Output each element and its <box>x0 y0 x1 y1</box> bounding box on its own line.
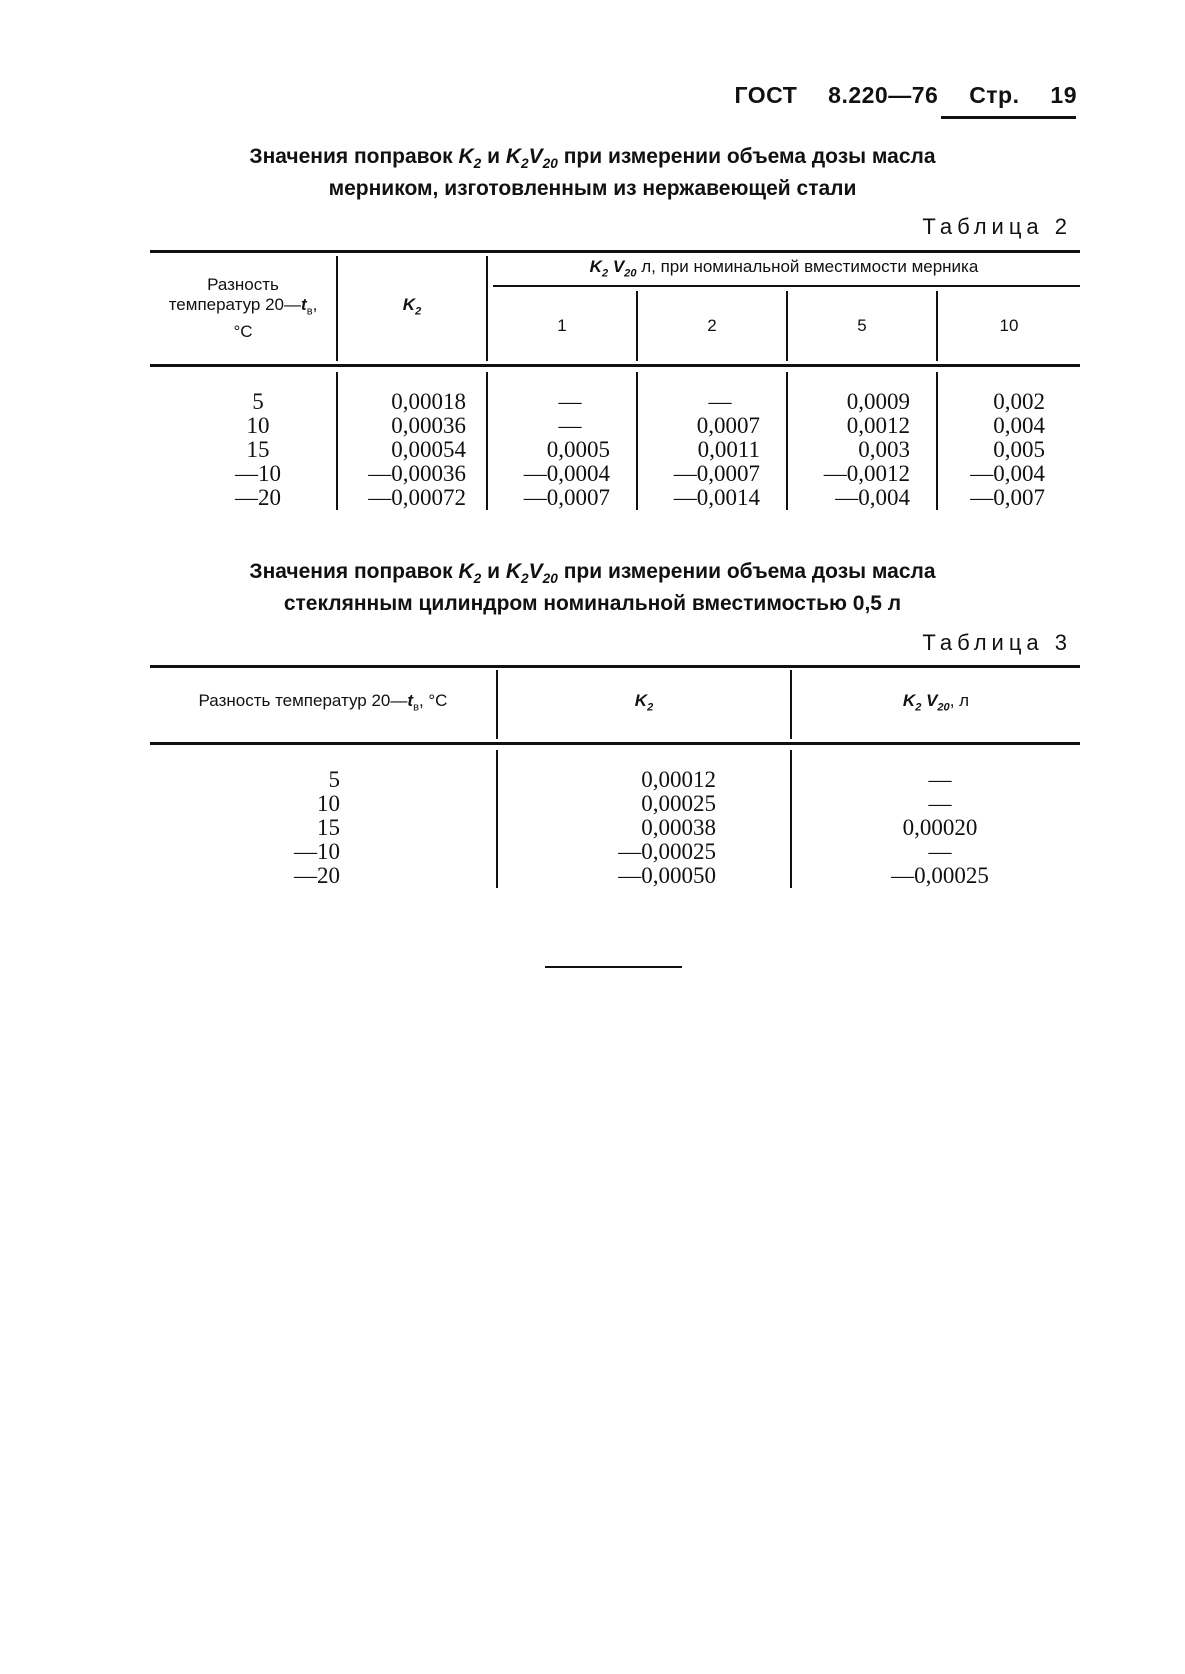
table3-label: Таблица 3 <box>922 630 1072 655</box>
table2-k2-column: 0,00018 0,00036 0,00054 —0,00036 —0,00072 <box>368 389 466 510</box>
standard-number: 8.220—76 <box>828 82 939 108</box>
table2-diff-column: 5 10 15 —10 —20 <box>235 389 281 510</box>
table3-diff-column: 5 10 15 —10 —20 <box>294 767 340 888</box>
page-header <box>735 82 1077 109</box>
table2-title <box>120 144 1065 201</box>
table3-k2-column: 0,00012 0,00025 0,00038 —0,00025 —0,00050 <box>618 767 716 888</box>
table2-title-line2: мерником, изготовленным из нержавеющей стали <box>328 177 857 201</box>
table2-v2-column: — 0,0007 0,0011 —0,0007 —0,0014 <box>673 389 760 510</box>
table2-capacity-1: 1 <box>557 316 567 335</box>
table2-capacity-5: 5 <box>857 316 867 335</box>
table2-v1-column: — — 0,0005 —0,0004 —0,0007 <box>523 389 610 510</box>
table2-title-line1: Значения поправок $K_2$ и $K_2V_{20}$ при измерении объема дозы масла <box>249 145 936 172</box>
table3-title-line2: стеклянным цилиндром номинальной вместимостью 0,5 л <box>283 592 902 616</box>
table2-col-diff-header: Разность температур $20—t_в$, °C <box>168 275 318 341</box>
table3-col-diff-header: Разность температур $20—t_в$, °C <box>198 691 448 714</box>
page-number: 19 <box>1050 82 1077 108</box>
table2-group-rule <box>493 285 1080 287</box>
table2-col-k-header: $K_2$ <box>402 295 422 318</box>
page-label: Стр. <box>969 82 1020 108</box>
table3-header-rule <box>150 742 1080 745</box>
table2-v5-column: 0,0009 0,0012 0,003 —0,0012 —0,004 <box>823 389 910 510</box>
standard-label: ГОСТ <box>734 82 798 108</box>
table2-header-rule <box>150 364 1080 367</box>
table2-v10-column: 0,002 0,004 0,005 —0,004 —0,007 <box>970 389 1045 510</box>
table3-col-kv-header: $K_2$ $V_{20}$, л <box>902 691 970 714</box>
table3-top-rule <box>150 665 1080 668</box>
table2-capacity-10: 10 <box>999 316 1019 335</box>
header-rule <box>941 116 1076 119</box>
table3-title <box>120 559 1065 616</box>
table2-group-header: $K_2$ $V_{20}$ л, при номинальной вместимости мерника <box>589 257 979 280</box>
table2-label: Таблица 2 <box>922 214 1072 239</box>
end-rule <box>545 966 682 968</box>
table3-title-line1: Значения поправок $K_2$ и $K_2V_{20}$ при измерении объема дозы масла <box>249 560 936 587</box>
table3-kv-column: — — 0,00020 — —0,00025 <box>891 767 989 888</box>
table3-col-k-header: $K_2$ <box>634 691 654 714</box>
table2-capacity-2: 2 <box>707 316 717 335</box>
table2-top-rule <box>150 250 1080 253</box>
